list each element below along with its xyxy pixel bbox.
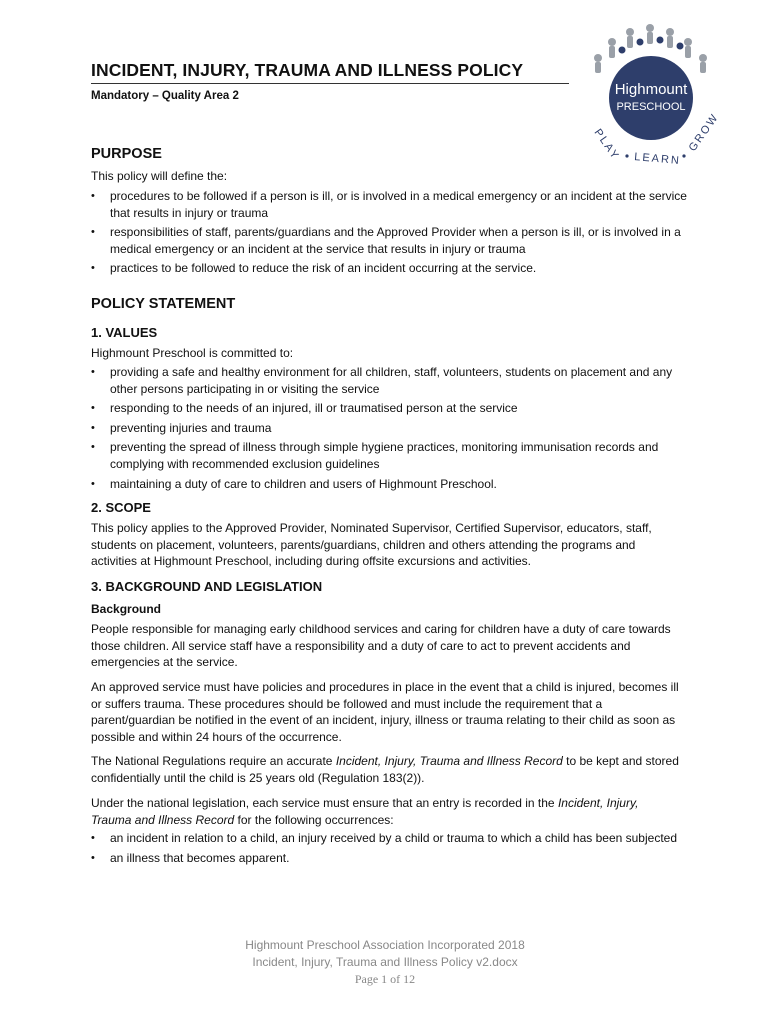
p3-text-a: The National Regulations require an accurate	[91, 754, 336, 768]
p3-record-name: Incident, Injury, Trauma and Illness Record	[335, 754, 563, 768]
footer	[0, 937, 770, 988]
values-intro: Highmount Preschool is committed to:	[91, 346, 294, 360]
values-heading: 1. VALUES	[91, 325, 158, 340]
logo-tagline-learn: LEARN	[633, 151, 682, 168]
list-item: • preventing injuries and trauma	[91, 420, 691, 437]
logo-line2: PRESCHOOL	[616, 101, 686, 113]
logo-circle	[609, 56, 693, 140]
list-item: • responsibilities of staff, parents/guardians and the Approved Provider when a person is ill, or is involved in a medical emergency or an incident at the service that results in injury or trauma	[91, 224, 691, 257]
list-item: • procedures to be followed if a person is ill, or is involved in a medical emergency or an incident at the service that results in injury or trauma	[91, 188, 691, 221]
list-item: • an illness that becomes apparent.	[91, 850, 691, 867]
footer-filename: Incident, Injury, Trauma and Illness Policy v2.docx	[252, 955, 518, 969]
background-paragraph-1: People responsible for managing early childhood services and caring for children have a duty of care towards those children. All service staff have a responsibility and a duty of care to act to prevent accidents and emergencies at the service.	[91, 622, 671, 670]
list-item: • practices to be followed to reduce the risk of an incident occurring at the service.	[91, 260, 691, 277]
p4-text-b: for the following occurrences:	[234, 812, 394, 827]
scope-text: This policy applies to the Approved Provider, Nominated Supervisor, Certified Supervisor, educators, staff, students on placement, volunteers, parents/guardians, children and others attending the programs and activities at Highmount Preschool, including during offsite excursions and activities.	[91, 521, 652, 569]
values-list	[91, 364, 691, 495]
p4-text-a: Under the national legislation, each service must ensure that an entry is recorded in the	[91, 796, 558, 810]
scope-heading: 2. SCOPE	[91, 500, 151, 515]
background-heading: 3. BACKGROUND AND LEGISLATION	[91, 579, 323, 594]
p4-record-name: Incident, Injury, Trauma and Illness Record	[91, 796, 639, 827]
background-paragraph-3	[91, 753, 681, 786]
document-title: INCIDENT, INJURY, TRAUMA AND ILLNESS POLICY	[91, 60, 524, 80]
logo-graphic	[572, 20, 732, 170]
document-subtitle: Mandatory – Quality Area 2	[91, 90, 239, 102]
page-number: Page 1 of 12	[354, 972, 416, 986]
footer-organisation: Highmount Preschool Association Incorporated 2018	[245, 938, 525, 952]
purpose-heading: PURPOSE	[91, 146, 162, 162]
purpose-list	[91, 188, 691, 280]
list-item: • responding to the needs of an injured, ill or traumatised person at the service	[91, 400, 691, 417]
highmount-preschool-logo	[572, 20, 732, 170]
list-item: • an incident in relation to a child, an injury received by a child or trauma to which a child has been subjected	[91, 830, 691, 847]
policy-statement-heading: POLICY STATEMENT	[91, 296, 236, 312]
purpose-intro: This policy will define the:	[91, 169, 228, 183]
background-subheading: Background	[91, 602, 162, 616]
list-item: • preventing the spread of illness through simple hygiene practices, monitoring immunisation records and complying with recommended exclusion guidelines	[91, 439, 691, 472]
logo-line1: Highmount	[614, 81, 688, 98]
p3-text-b: to be kept and stored confidentially until the child is 25 years old (Regulation 183(2)).	[91, 754, 679, 785]
title-rule	[91, 83, 569, 84]
list-item: • maintaining a duty of care to children and users of Highmount Preschool.	[91, 476, 691, 493]
logo-tagline-play: PLAY	[591, 126, 622, 163]
background-paragraph-4	[91, 795, 681, 828]
list-item: • providing a safe and healthy environment for all children, staff, volunteers, students on placement and any other persons participating in or visiting the service	[91, 364, 691, 397]
logo-tagline-grow: GROW	[686, 111, 722, 154]
background-paragraph-2: An approved service must have policies and procedures in place in the event that a child is injured, becomes ill or suffers trauma. These procedures should be followed and must include the requirement that a parent/guardian be notified in the event of an incident, injury, illness or trauma relating to their child as soon as possible and within 24 hours of the occurrence.	[91, 680, 679, 744]
occurrences-list	[91, 830, 691, 869]
